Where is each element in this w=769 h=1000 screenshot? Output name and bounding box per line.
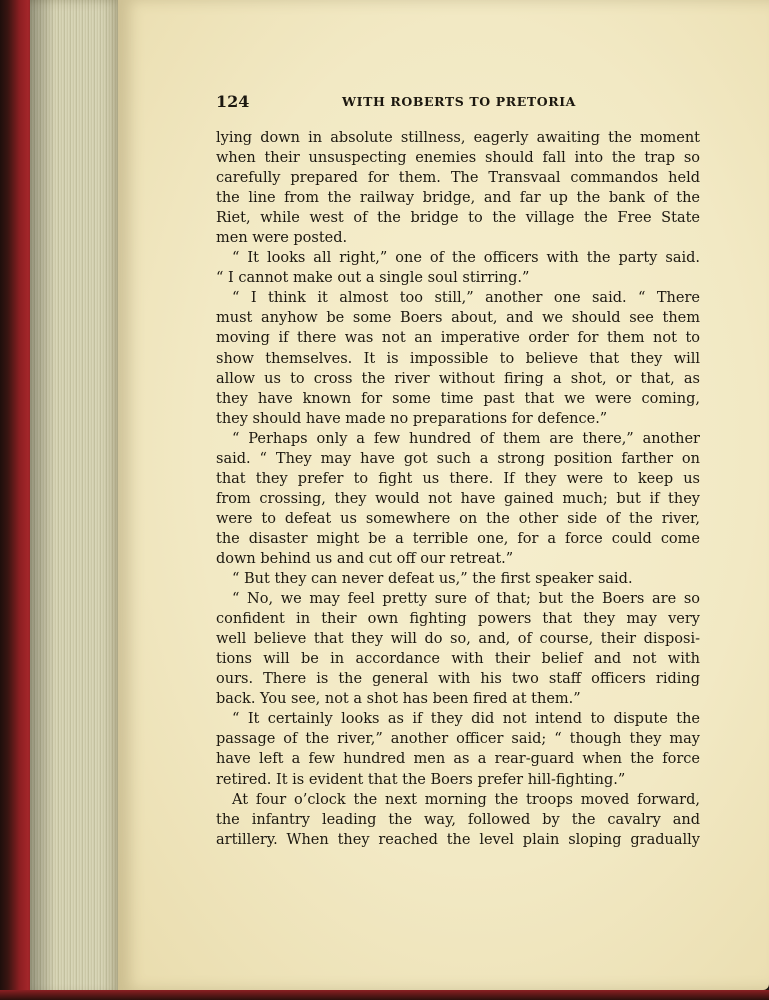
text-line: retired. It is evident that the Boers prefer hill-fighting.”: [216, 771, 626, 788]
text-line: “ But they can never defeat us,” the first speaker said.: [232, 571, 633, 588]
text-line: were to defeat us somewhere on the other side of the river,: [216, 510, 700, 527]
text-line: “ It certainly looks as if they did not intend to dispute the: [232, 711, 700, 728]
text-line: “ I cannot make out a single soul stirring.”: [216, 270, 530, 287]
text-line: the disaster might be a terrible one, for a force could come: [216, 530, 700, 547]
text-line: lying down in absolute stillness, eagerly awaiting the moment: [216, 130, 700, 146]
text-line: men were posted.: [216, 230, 348, 247]
text-line: carefully prepared for them. The Transvaal commandos held: [216, 170, 700, 187]
text-line: back. You see, not a shot has been fired at them.”: [216, 691, 581, 708]
text-line: “ I think it almost too still,” another one said. “ There: [232, 290, 700, 307]
body-text: [216, 128, 700, 850]
text-line: confident in their own fighting powers that they may very: [216, 611, 700, 628]
page-header: [216, 92, 700, 112]
text-line: that they prefer to fight us there. If they were to keep us: [216, 470, 700, 487]
text-line: down behind us and cut off our retreat.”: [216, 550, 514, 567]
text-line: Riet, while west of the bridge to the village the Free State: [216, 210, 700, 227]
page-edges: [30, 0, 125, 995]
text-line: “ It looks all right,” one of the officers with the party said.: [232, 250, 700, 267]
text-line: when their unsuspecting enemies should fall into the trap so: [216, 150, 700, 167]
text-line: the line from the railway bridge, and far up the bank of the: [216, 190, 700, 207]
text-line: tions will be in accordance with their belief and not with: [216, 651, 700, 668]
text-line: “ Perhaps only a few hundred of them are there,” another: [232, 430, 700, 447]
text-line: “ No, we may feel pretty sure of that; but the Boers are so: [232, 591, 700, 608]
text-line: they have known for some time past that we were coming,: [216, 390, 700, 407]
text-line: At four o’clock the next morning the troops moved forward,: [232, 791, 700, 808]
text-line: the infantry leading the way, followed by the cavalry and: [216, 811, 700, 828]
text-line: artillery. When they reached the level plain sloping gradually: [216, 831, 700, 848]
page-number: 124: [216, 92, 250, 111]
text-line: passage of the river,” another officer said; “ though they may: [216, 731, 700, 748]
text-line: from crossing, they would not have gained much; but if they: [216, 490, 700, 507]
text-line: have left a few hundred men as a rear-guard when the force: [216, 751, 700, 768]
text-line: must anyhow be some Boers about, and we should see them: [216, 310, 700, 327]
text-line: ours. There is the general with his two staff officers riding: [216, 671, 700, 688]
text-line: said. “ They may have got such a strong position farther on: [216, 450, 700, 467]
running-head: WITH ROBERTS TO PRETORIA: [342, 94, 576, 109]
book-bottom-edge: [0, 990, 769, 1000]
text-line: show themselves. It is impossible to believe that they will: [216, 350, 700, 367]
text-line: moving if there was not an imperative order for them not to: [216, 330, 700, 347]
text-line: they should have made no preparations for defence.”: [216, 410, 608, 427]
text-line: allow us to cross the river without firing a shot, or that, as: [216, 370, 700, 387]
text-line: well believe that they will do so, and, of course, their disposi-: [216, 631, 700, 648]
